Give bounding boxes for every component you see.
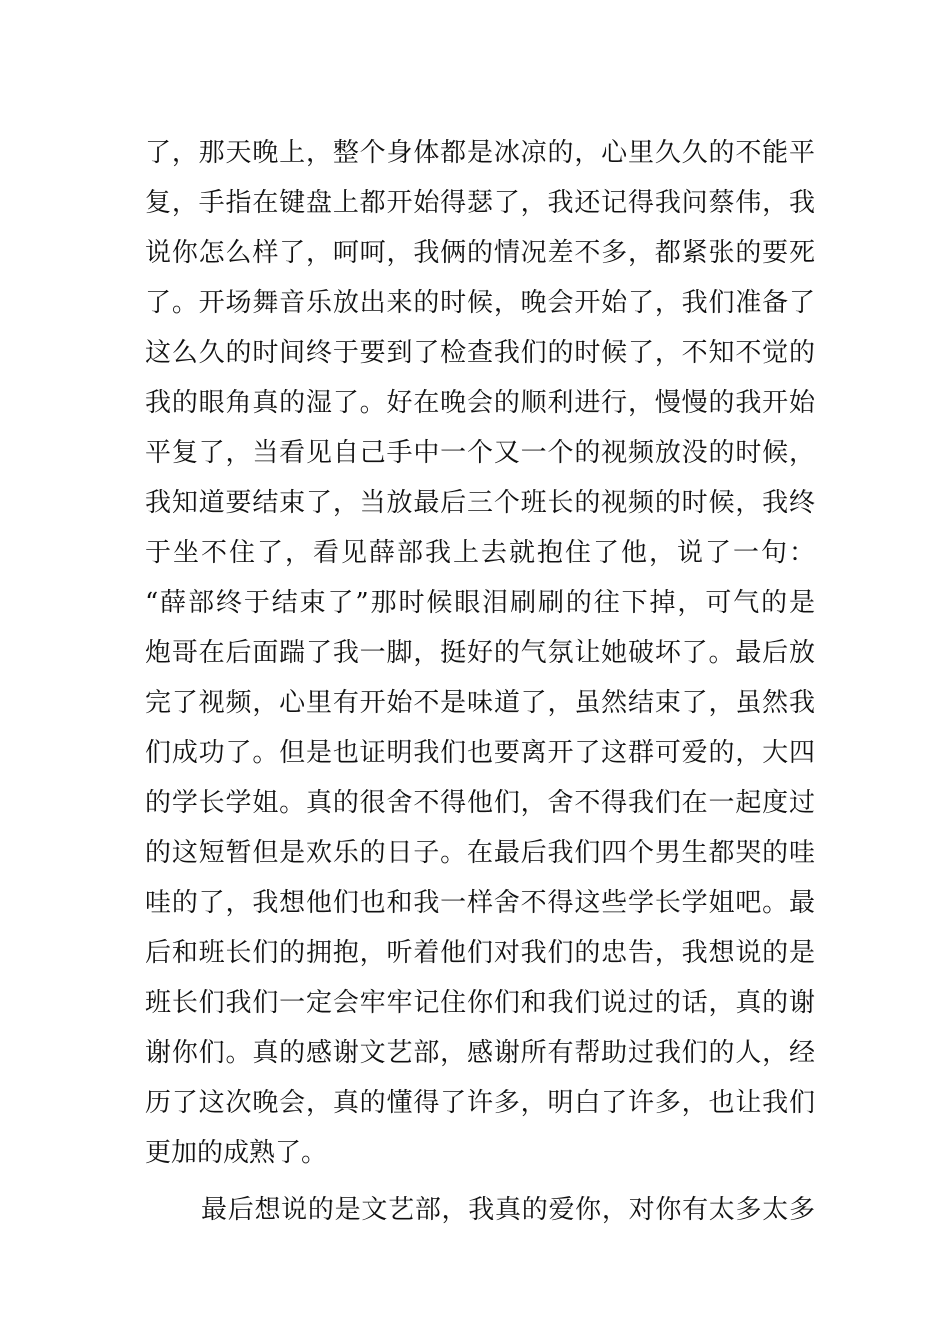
text-line: 后和班长们的拥抱，听着他们对我们的忠告，我想说的是 [145, 938, 815, 968]
text-line: 班长们我们一定会牢牢记住你们和我们说过的话，真的谢 [145, 988, 815, 1018]
text-line: 于坐不住了，看见薛部我上去就抱住了他，说了一句： [145, 538, 815, 568]
text-line: 的学长学姐。真的很舍不得他们，舍不得我们在一起度过 [145, 788, 815, 818]
text-line: 我知道要结束了，当放最后三个班长的视频的时候，我终 [145, 488, 815, 518]
text-line: 我的眼角真的湿了。好在晚会的顺利进行，慢慢的我开始 [145, 388, 815, 418]
text-line: 说你怎么样了，呵呵，我俩的情况差不多，都紧张的要死 [145, 238, 815, 268]
text-line-last: 更加的成熟了。 [145, 1138, 328, 1168]
text-line: 完了视频，心里有开始不是味道了，虽然结束了，虽然我 [145, 688, 815, 718]
text-line: 了，那天晚上，整个身体都是冰凉的，心里久久的不能平 [145, 138, 815, 168]
text-line: “薛部终于结束了”那时候眼泪刷刷的往下掉，可气的是 [145, 588, 815, 618]
text-line: 们成功了。但是也证明我们也要离开了这群可爱的，大四 [145, 738, 815, 768]
text-line: 复，手指在键盘上都开始得瑟了，我还记得我问蔡伟，我 [145, 188, 815, 218]
text-line: 炮哥在后面踹了我一脚，挺好的气氛让她破坏了。最后放 [145, 638, 815, 668]
body-text [145, 128, 815, 1235]
paragraph-spacer [145, 1178, 815, 1185]
paragraph-2 [145, 1185, 815, 1235]
text-line: 哇的了，我想他们也和我一样舍不得这些学长学姐吧。最 [145, 888, 815, 918]
text-line: 历了这次晚会，真的懂得了许多，明白了许多，也让我们 [145, 1088, 815, 1118]
text-line: 平复了，当看见自己手中一个又一个的视频放没的时候， [145, 438, 815, 468]
text-line-indented: 最后想说的是文艺部，我真的爱你，对你有太多太多 [201, 1195, 815, 1225]
text-line: 谢你们。真的感谢文艺部，感谢所有帮助过我们的人，经 [145, 1038, 815, 1068]
text-line: 的这短暂但是欢乐的日子。在最后我们四个男生都哭的哇 [145, 838, 815, 868]
text-line: 了。开场舞音乐放出来的时候，晚会开始了，我们准备了 [145, 288, 815, 318]
text-line: 这么久的时间终于要到了检查我们的时候了，不知不觉的 [145, 338, 815, 368]
paragraph-1 [145, 128, 815, 1178]
